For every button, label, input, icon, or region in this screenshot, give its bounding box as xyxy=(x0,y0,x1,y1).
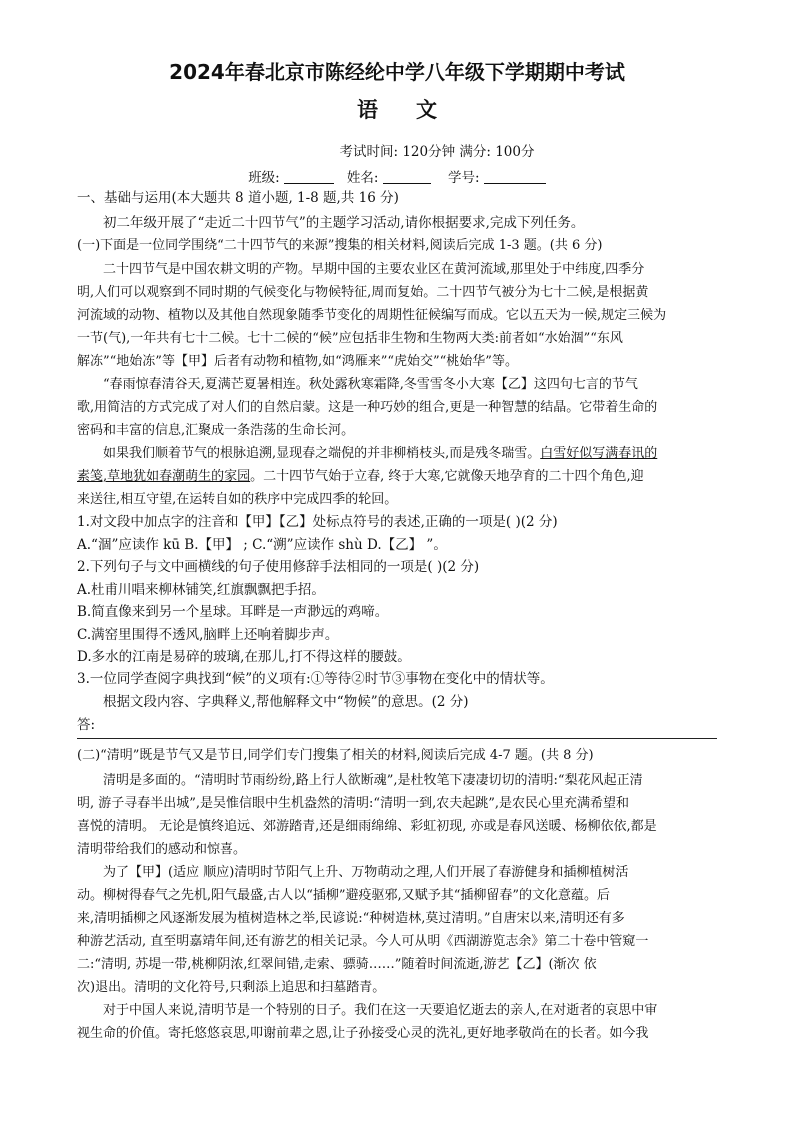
passage1-text: 。二十四节气始于立春, 终于大寒,它就像天地孕育的二十四个角色,迎 xyxy=(250,469,644,484)
passage2-line: 为了【甲】(适应 顺应)清明时节阳气上升、万物萌动之理,人们开展了春游健身和插柳植树活 xyxy=(103,865,629,880)
question-3: 3.一位同学查阅字典找到“候”的义项有:①等待②时节③事物在变化中的情状等。 xyxy=(77,671,554,687)
part2-heading: (二)“清明”既是节气又是节日,同学们专门搜集了相关的材料,阅读后完成 4-7 题。(共 8 分) xyxy=(77,748,594,763)
passage1-text: 如果我们顺着节气的根脉追溯,显现春之端倪的并非柳梢枝头,而是残冬瑞雪。 xyxy=(103,446,541,461)
passage2-line: 次)退出。清明的文化符号,只剩添上追思和扫墓踏青。 xyxy=(77,980,386,995)
section1-intro: 初二年级开展了“走近二十四节气”的主题学习活动,请你根据要求,完成下列任务。 xyxy=(103,215,585,231)
part1-heading: (一)下面是一位同学围绕“二十四节气的来源”搜集的相关材料,阅读后完成 1-3 题。(共 6 分) xyxy=(77,238,603,253)
passage1-line: 二十四节气是中国农耕文明的产物。早期中国的主要农业区在黄河流域,那里处于中纬度,四季分 xyxy=(103,262,645,277)
id-label: 学号: xyxy=(447,170,480,186)
question-2-option-b: B.简直像来到另一个星球。耳畔是一声渺远的鸡啼。 xyxy=(77,604,389,620)
passage2-line: 二:“清明, 苏堤一带,桃柳阴浓,红翠间错,走索、骠骑……”随着时间流逝,游艺【乙】(渐次 依 xyxy=(77,957,597,972)
passage2-line: 喜悦的清明。 无论是慎终追远、郊游踏青,还是细雨绵绵、彩虹初现, 亦或是春风送暖、杨柳依依,都是 xyxy=(77,819,657,834)
question-2: 2.下列句子与文中画横线的句子使用修辞手法相同的一项是( )(2 分) xyxy=(77,559,480,575)
name-blank[interactable] xyxy=(383,169,431,184)
answer-label: 答: xyxy=(77,717,96,733)
class-blank[interactable] xyxy=(284,169,334,184)
passage1-line: 一节(气),一年共有七十二候。七十二候的“候”应包括非生物和生物两大类:前者如“水始涸”“东风 xyxy=(77,331,623,346)
passage2-line: 动。柳树得春气之先机,阳气最盛,古人以“插柳”避疫驱邪,又赋予其“插柳留春”的文化意蕴。后 xyxy=(77,888,610,903)
question-2-option-a: A.杜甫川唱来柳林铺笑,红旗飘飘把手招。 xyxy=(77,582,325,598)
question-2-option-d: D.多水的江南是易碎的玻璃,在那儿,打不得这样的腰鼓。 xyxy=(77,649,411,665)
passage2-line: 视生命的价值。寄托悠悠哀思,叩谢前辈之恩,让子孙接受心灵的洗礼,更好地孝敬尚在的长者。如今我 xyxy=(77,1026,649,1041)
passage1-line: “春雨惊春清谷天,夏满芒夏暑相连。秋处露秋寒霜降,冬雪雪冬小大寒【乙】这四句七言的节气 xyxy=(103,377,638,392)
question-3-prompt: 根据文段内容、字典释义,帮他解释文中“物候”的意思。(2 分) xyxy=(103,694,469,710)
passage1-line: 来送往,相互守望,在运转自如的秩序中完成四季的轮回。 xyxy=(77,492,398,507)
passage2-line: 清明带给我们的感动和惊喜。 xyxy=(77,842,247,857)
section1-heading: 一、基础与运用(本大题共 8 道小题, 1-8 题,共 16 分) xyxy=(77,190,399,206)
passage1-line: 密码和丰富的信息,汇聚成一条浩荡的生命长河。 xyxy=(77,423,355,438)
subject-title: 语文 xyxy=(357,98,475,122)
passage2-line: 清明是多面的。“清明时节雨纷纷,路上行人欲断魂”,是杜牧笔下凄凄切切的清明:“梨花风起正清 xyxy=(103,773,643,788)
passage2-line: 来,清明插柳之风逐渐发展为植树造林之举,民谚说:“种树造林,莫过清明。”自唐宋以来,清明还有多 xyxy=(77,911,625,926)
passage1-line xyxy=(103,443,657,464)
underlined-sentence: 素笺,草地犹如春潮萌生的家园 xyxy=(77,469,251,484)
question-2-option-c: C.满窑里围得不透风,脑畔上还响着脚步声。 xyxy=(77,627,339,643)
passage1-line xyxy=(77,466,644,487)
passage2-line: 对于中国人来说,清明节是一个特别的日子。我们在这一天要追忆逝去的亲人,在对逝者的哀思中审 xyxy=(103,1003,658,1018)
answer-divider xyxy=(77,738,717,739)
question-1: 1.对文段中加点字的注音和【甲】【乙】处标点符号的表述,正确的一项是( )(2 分) xyxy=(77,514,558,530)
id-blank[interactable] xyxy=(484,169,546,184)
name-label: 姓名: xyxy=(346,170,379,186)
student-fields xyxy=(0,166,794,186)
passage1-line: 歌,用简洁的方式完成了对人们的自然启蒙。这是一种巧妙的组合,更是一种智慧的结晶。它带着生命的 xyxy=(77,400,658,415)
question-1-options: A.“涸”应读作 kū B.【甲】 ; C.“溯”应读作 shù D.【乙】 ”。 xyxy=(77,537,447,553)
passage2-line: 明, 游子寻春半出城”,是吴惟信眼中生机盎然的清明:“清明一到,农夫起跳”,是农民心里充满希望和 xyxy=(77,796,629,811)
passage1-line: 明,人们可以观察到不同时期的气候变化与物候特征,周而复始。二十四节气被分为七十二候,是根据黄 xyxy=(77,285,649,300)
passage1-line: 解冻”“地始冻”等【甲】后者有动物和植物,如“鸿雁来”“虎始交”“桃始华”等。 xyxy=(77,354,518,369)
underlined-sentence: 白雪好似写满春讯的 xyxy=(540,446,658,461)
passage1-line: 河流域的动物、植物以及其他自然现象随季节变化的周期性征候编写而成。它以五天为一候,规定三候为 xyxy=(77,308,667,323)
exam-title: 2024年春北京市陈经纶中学八年级下学期期中考试 xyxy=(169,60,625,84)
exam-info: 考试时间: 120分钟 满分: 100分 xyxy=(339,144,535,160)
passage2-line: 种游艺活动, 直至明嘉靖年间,还有游艺的相关记录。今人可从明《西湖游览志余》第二十卷中管窥一 xyxy=(77,934,649,949)
class-label: 班级: xyxy=(248,170,280,186)
